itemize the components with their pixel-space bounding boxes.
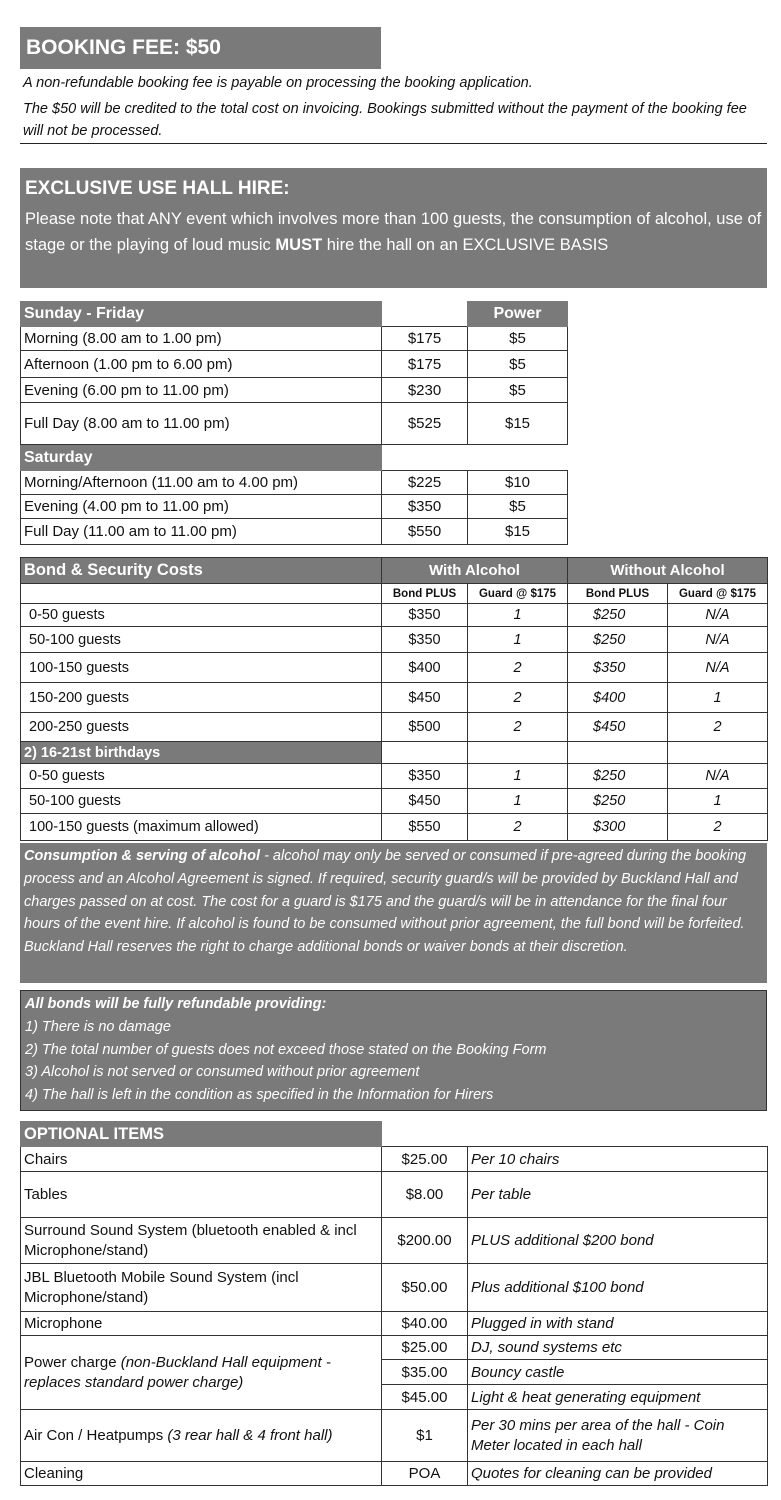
table-row	[21, 814, 768, 841]
item-note: Light & heat generating equipment	[468, 1385, 768, 1410]
item-price: POA	[382, 1462, 468, 1486]
optional-items-table	[20, 1121, 768, 1486]
optional-items-header: OPTIONAL ITEMS	[21, 1122, 382, 1147]
rate-price: $525	[382, 403, 468, 445]
rate-price: $175	[382, 327, 468, 351]
item-label: JBL Bluetooth Mobile Sound System (incl Microphone/stand)	[21, 1264, 382, 1312]
item-note: PLUS additional $200 bond	[468, 1218, 768, 1264]
guest-range: 0-50 guests	[21, 604, 382, 627]
item-note: Quotes for cleaning can be provided	[468, 1462, 768, 1486]
without-bond: $300	[568, 814, 668, 841]
table-row	[21, 302, 568, 327]
rate-label: Afternoon (1.00 pm to 6.00 pm)	[21, 351, 382, 378]
table-row	[21, 327, 568, 351]
with-bond: $500	[382, 713, 468, 742]
item-price: $45.00	[382, 1385, 468, 1410]
table-row	[21, 1462, 768, 1486]
spacer	[468, 445, 568, 471]
table-row	[21, 471, 568, 495]
saturday-header: Saturday	[21, 445, 382, 471]
power-charge-qualifier: (non-Buckland Hall equipment - replaces standard power charge)	[24, 1353, 331, 1391]
table-row	[21, 742, 768, 764]
table-row	[21, 1264, 768, 1312]
with-guard: 2	[468, 653, 568, 683]
table-row	[21, 653, 768, 683]
refund-condition: 4) The hall is left in the condition as specified in the Information for Hirers	[25, 1087, 494, 1104]
item-label: Chairs	[21, 1147, 382, 1172]
rate-label: Morning/Afternoon (11.00 am to 4.00 pm)	[21, 471, 382, 495]
with-bond: $350	[382, 764, 468, 789]
table-row	[21, 403, 568, 445]
rate-power: $15	[468, 403, 568, 445]
without-bond: $250	[568, 627, 668, 653]
exclusive-text-part: hire the hall on an EXCLUSIVE BASIS	[322, 236, 609, 254]
alcohol-consumption-note	[20, 843, 767, 983]
item-note: Per table	[468, 1172, 768, 1218]
aircon-label	[21, 1410, 382, 1462]
exclusive-text-part: Please note that ANY event which involves more than 100 guests, the consumption of alcohol, use of stage or the playing of loud music	[25, 210, 762, 254]
item-price: $25.00	[382, 1336, 468, 1360]
spacer	[382, 302, 468, 327]
spacer	[468, 1122, 768, 1147]
item-price: $35.00	[382, 1360, 468, 1385]
blank-cell	[668, 742, 768, 764]
birthdays-header: 2) 16-21st birthdays	[21, 742, 382, 764]
item-label: Tables	[21, 1172, 382, 1218]
rate-power: $10	[468, 471, 568, 495]
exclusive-use-banner	[20, 168, 767, 288]
without-guard: 2	[668, 713, 768, 742]
without-guard: N/A	[668, 627, 768, 653]
table-row	[21, 683, 768, 713]
table-row	[21, 789, 768, 814]
item-note: Per 10 chairs	[468, 1147, 768, 1172]
aircon-text: Air Con / Heatpumps	[24, 1427, 168, 1444]
exclusive-text-emphasis: MUST	[275, 236, 323, 254]
item-price: $25.00	[382, 1147, 468, 1172]
refund-title: All bonds will be fully refundable providing:	[25, 996, 327, 1012]
table-row	[21, 764, 768, 789]
with-bond: $450	[382, 683, 468, 713]
with-bond: $450	[382, 789, 468, 814]
item-label: Microphone	[21, 1312, 382, 1336]
item-price: $1	[382, 1410, 468, 1462]
without-guard: N/A	[668, 653, 768, 683]
without-bond: $250	[568, 604, 668, 627]
guest-range: 200-250 guests	[21, 713, 382, 742]
table-row	[21, 604, 768, 627]
item-price: $50.00	[382, 1264, 468, 1312]
table-row	[21, 627, 768, 653]
guest-range: 50-100 guests	[21, 789, 382, 814]
table-row	[21, 1172, 768, 1218]
exclusive-use-title: EXCLUSIVE USE HALL HIRE:	[25, 178, 290, 199]
table-row	[21, 445, 568, 471]
with-guard: 1	[468, 764, 568, 789]
blank-cell	[468, 742, 568, 764]
guest-range: 50-100 guests	[21, 627, 382, 653]
refund-condition: 1) There is no damage	[25, 1018, 171, 1035]
refund-condition: 2) The total number of guests does not exceed those stated on the Booking Form	[25, 1041, 547, 1058]
item-label: Cleaning	[21, 1462, 382, 1486]
with-alcohol-header: With Alcohol	[382, 558, 568, 584]
rate-label: Full Day (8.00 am to 11.00 pm)	[21, 403, 382, 445]
item-note: DJ, sound systems etc	[468, 1336, 768, 1360]
guest-range: 0-50 guests	[21, 764, 382, 789]
rate-label: Morning (8.00 am to 1.00 pm)	[21, 327, 382, 351]
rate-price: $175	[382, 351, 468, 378]
guest-range: 100-150 guests	[21, 653, 382, 683]
item-note: Bouncy castle	[468, 1360, 768, 1385]
table-row	[21, 378, 568, 403]
with-guard: 1	[468, 604, 568, 627]
blank-cell	[382, 742, 468, 764]
table-row	[21, 1122, 768, 1147]
power-header: Power	[468, 302, 568, 327]
item-price: $40.00	[382, 1312, 468, 1336]
rate-power: $5	[468, 495, 568, 519]
alcohol-note-text: - alcohol may only be served or consumed if pre-agreed during the booking process and an Alcohol Agreement is signed. If required, security guard/s will be provided by Buckland Hall and charges passed on at cost. The cost for a guard is $175 and the guard/s will be in attendance for the final four hours of the event hire. If alcohol is found to be consumed without prior agreement, the full bond will be forfeited. Buckland Hall reserves the right to charge additional bonds or waiver bonds at their discretion.	[24, 848, 747, 956]
bond-plus-subheader: Bond PLUS	[568, 584, 668, 604]
rate-price: $225	[382, 471, 468, 495]
blank-cell	[21, 584, 382, 604]
rate-price: $550	[382, 519, 468, 545]
without-guard: 1	[668, 683, 768, 713]
without-guard: 2	[668, 814, 768, 841]
rate-power: $15	[468, 519, 568, 545]
with-guard: 1	[468, 627, 568, 653]
with-bond: $350	[382, 604, 468, 627]
guard-subheader: Guard @ $175	[468, 584, 568, 604]
guest-range: 150-200 guests	[21, 683, 382, 713]
exclusive-use-text	[25, 206, 762, 258]
bond-security-table	[20, 557, 768, 841]
rate-power: $5	[468, 378, 568, 403]
rate-price: $350	[382, 495, 468, 519]
item-price: $8.00	[382, 1172, 468, 1218]
without-bond: $250	[568, 789, 668, 814]
table-row	[21, 495, 568, 519]
table-row	[21, 1312, 768, 1336]
without-bond: $450	[568, 713, 668, 742]
without-guard: N/A	[668, 764, 768, 789]
table-row	[21, 1218, 768, 1264]
table-row	[21, 584, 768, 604]
item-price: $200.00	[382, 1218, 468, 1264]
table-row	[21, 1410, 768, 1462]
with-guard: 2	[468, 683, 568, 713]
with-guard: 1	[468, 789, 568, 814]
bond-header: Bond & Security Costs	[21, 558, 382, 584]
alcohol-note-heading: Consumption & serving of alcohol	[24, 848, 261, 864]
with-guard: 2	[468, 814, 568, 841]
item-note: Per 30 mins per area of the hall - Coin Meter located in each hall	[468, 1410, 768, 1462]
hire-rates-table	[20, 301, 568, 545]
without-guard: N/A	[668, 604, 768, 627]
with-bond: $550	[382, 814, 468, 841]
refund-condition: 3) Alcohol is not served or consumed without prior agreement	[25, 1064, 420, 1081]
power-charge-text: Power charge	[24, 1353, 121, 1371]
item-note: Plus additional $100 bond	[468, 1264, 768, 1312]
item-label: Surround Sound System (bluetooth enabled & incl Microphone/stand)	[21, 1218, 382, 1264]
with-bond: $400	[382, 653, 468, 683]
table-row	[21, 1336, 768, 1360]
booking-fee-note-2: The $50 will be credited to the total cost on invoicing. Bookings submitted without the payment of the booking fee will not be processed.	[23, 101, 747, 139]
bond-refund-conditions	[20, 990, 767, 1111]
spacer	[382, 445, 468, 471]
blank-cell	[568, 742, 668, 764]
item-note: Plugged in with stand	[468, 1312, 768, 1336]
rate-label: Evening (4.00 pm to 11.00 pm)	[21, 495, 382, 519]
with-bond: $350	[382, 627, 468, 653]
sunday-friday-header: Sunday - Friday	[21, 302, 382, 327]
table-row	[21, 351, 568, 378]
without-alcohol-header: Without Alcohol	[568, 558, 768, 584]
table-row	[21, 519, 568, 545]
without-bond: $400	[568, 683, 668, 713]
guest-range: 100-150 guests (maximum allowed)	[21, 814, 382, 841]
rate-label: Evening (6.00 pm to 11.00 pm)	[21, 378, 382, 403]
power-charge-label	[21, 1336, 382, 1410]
rate-price: $230	[382, 378, 468, 403]
without-bond: $250	[568, 764, 668, 789]
divider	[20, 143, 767, 144]
rate-power: $5	[468, 327, 568, 351]
guard-subheader: Guard @ $175	[668, 584, 768, 604]
booking-fee-note-1: A non-refundable booking fee is payable on processing the booking application.	[23, 75, 533, 91]
bond-plus-subheader: Bond PLUS	[382, 584, 468, 604]
rate-label: Full Day (11.00 am to 11.00 pm)	[21, 519, 382, 545]
without-guard: 1	[668, 789, 768, 814]
rate-power: $5	[468, 351, 568, 378]
table-row	[21, 1147, 768, 1172]
aircon-qualifier: (3 rear hall & 4 front hall)	[167, 1427, 333, 1444]
with-guard: 2	[468, 713, 568, 742]
table-row	[21, 713, 768, 742]
without-bond: $350	[568, 653, 668, 683]
spacer	[382, 1122, 468, 1147]
table-row	[21, 558, 768, 584]
booking-fee-title: BOOKING FEE: $50	[20, 27, 381, 69]
